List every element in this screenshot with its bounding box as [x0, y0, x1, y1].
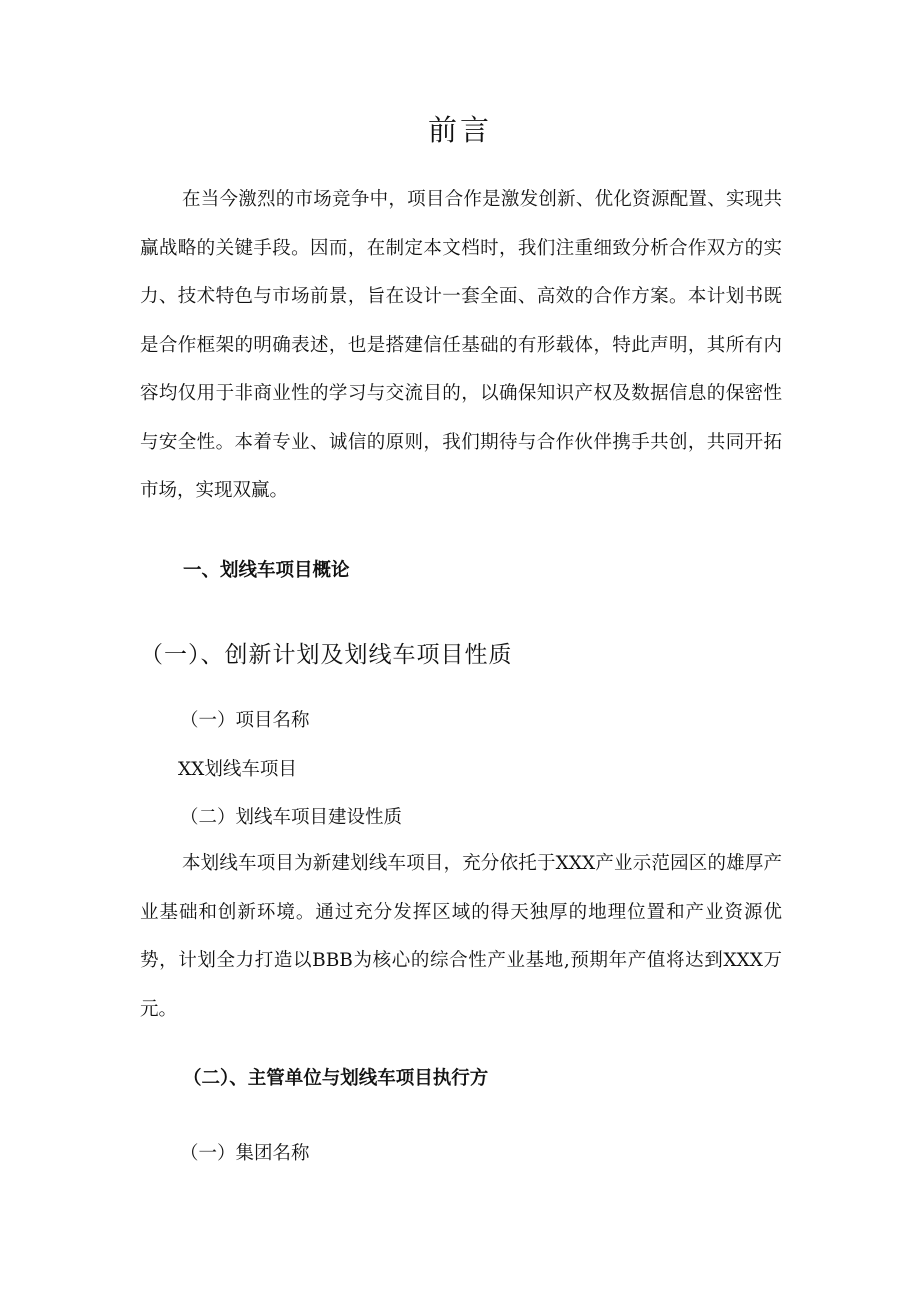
- item-heading-group-name: （一）集团名称: [180, 1143, 310, 1164]
- subsection-heading-nature: （一）、创新计划及划线车项目性质: [140, 642, 513, 668]
- section-heading-overview: 一、划线车项目概论: [183, 560, 350, 581]
- item-heading-construction-nature: （二）划线车项目建设性质: [180, 807, 403, 828]
- item-heading-project-name: （一）项目名称: [180, 710, 310, 731]
- subsection-heading-executor: （二）、主管单位与划线车项目执行方: [183, 1068, 489, 1089]
- construction-nature-paragraph: 本划线车项目为新建划线车项目，充分依托于XXX产业示范园区的雄厚产业基础和创新环境。通过充分发挥区域的得天独厚的地理位置和产业资源优势，计划全力打造以BBB为核心的综合性产业基地,预期年产值将达到XXX万元。: [140, 853, 782, 1020]
- project-name-value: XX划线车项目: [178, 759, 297, 780]
- page-title: 前言: [427, 113, 492, 147]
- intro-paragraph: 在当今激烈的市场竞争中，项目合作是激发创新、优化资源配置、实现共赢战略的关键手段。因而，在制定本文档时，我们注重细致分析合作双方的实力、技术特色与市场前景，旨在设计一套全面、高效的合作方案。本计划书既是合作框架的明确表述，也是搭建信任基础的有形载体，特此声明，其所有内容均仅用于非商业性的学习与交流目的，以确保知识产权及数据信息的保密性与安全性。本着专业、诚信的原则，我们期待与合作伙伴携手共创，共同开拓市场，实现双赢。: [140, 189, 782, 501]
